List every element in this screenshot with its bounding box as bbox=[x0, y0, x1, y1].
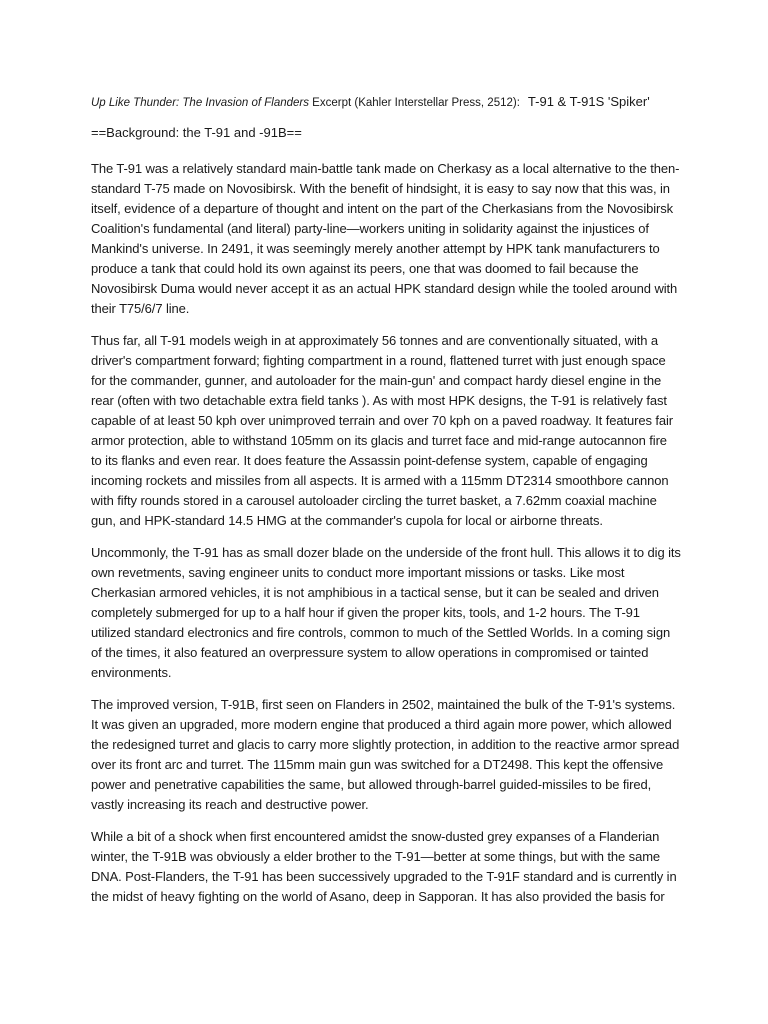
excerpt-source: Excerpt (Kahler Interstellar Press, 2512): bbox=[308, 97, 520, 109]
paragraph-4: The improved version, T-91B, first seen on Flanders in 2502, maintained the bulk of the T-91's systems. It was given an upgraded, more modern engine that produced a third again more power, which allowed the redesigned turret and glacis to carry more slightly protection, in addition to the reactive armor spread over its front arc and turret. The 115mm main gun was switched for a DT2498. This kept the offensive power and penetrative capabilities the same, but allowed through-barrel guided-missiles to be fired, vastly increasing its reach and destructive power. bbox=[91, 697, 680, 812]
document-header bbox=[91, 88, 681, 117]
section-heading: ==Background: the T-91 and -91B== bbox=[91, 125, 302, 140]
book-title: Up Like Thunder: The Invasion of Flanders bbox=[91, 97, 309, 109]
paragraph-3: Uncommonly, the T-91 has as small dozer blade on the underside of the front hull. This allows it to dig its own revetments, saving engineer units to conduct more important missions or tasks. Like most Cherkasian armored vehicles, it is not amphibious in a tactical sense, but it can be sealed and driven completely submerged for up to a half hour if given the proper kits, tools, and 1-2 hours. The T-91 utilized standard electronics and fire controls, common to much of the Settled Worlds. In a coming sign of the times, it also featured an overpressure system to allow operations in compromised or tainted environments. bbox=[91, 545, 681, 680]
paragraph-5: While a bit of a shock when first encountered amidst the snow-dusted grey expanses of a Flanderian winter, the T-91B was obviously a elder brother to the T-91—better at some things, but with the same DNA. Post-Flanders, the T-91 has been successively upgraded to the T-91F standard and is currently in the midst of heavy fighting on the world of Asano, deep in Sapporan. It has also provided the basis for bbox=[91, 829, 677, 904]
paragraph-2: Thus far, all T-91 models weigh in at approximately 56 tonnes and are conventionally situated, with a driver's compartment forward; fighting compartment in a round, flattened turret with just enough space for the commander, gunner, and autoloader for the main-gun' and compact hardy diesel engine in the rear (often with two detachable extra field tanks ). As with most HPK designs, the T-91 is relatively fast capable of at least 50 kph over unimproved terrain and over 70 kph on a paved roadway. It features fair armor protection, able to withstand 105mm on its glacis and turret face and mid-range autocannon fire to its flanks and even rear. It does feature the Assassin point-defense system, capable of engaging incoming rockets and missiles from all aspects. It is armed with a 115mm DT2314 smoothbore cannon with fifty rounds stored in a carousel autoloader circling the turret basket, a 7.62mm coaxial machine gun, and HPK-standard 14.5 HMG at the commander's cupola for local or airborne threats. bbox=[91, 333, 674, 528]
model-title: T-91 & T-91S 'Spiker' bbox=[527, 94, 650, 109]
document-page bbox=[91, 88, 681, 919]
paragraph-1: The T-91 was a relatively standard main-battle tank made on Cherkasy as a local alternative to the then-standard T-75 made on Novosibirsk. With the benefit of hindsight, it is easy to say now that this was, in itself, evidence of a departure of thought and intent on the part of the Cherkasians from the Novosibirsk Coalition's fundamental (and literal) party-line—workers uniting in solidarity against the injustices of Mankind's universe. In 2491, it was seemingly merely another attempt by HPK tank manufacturers to produce a tank that could hold its own against its peers, one that was doomed to fail because the Novosibirsk Duma would never accept it as an actual HPK standard design while the tooled around with their T75/6/7 line. bbox=[91, 161, 680, 316]
